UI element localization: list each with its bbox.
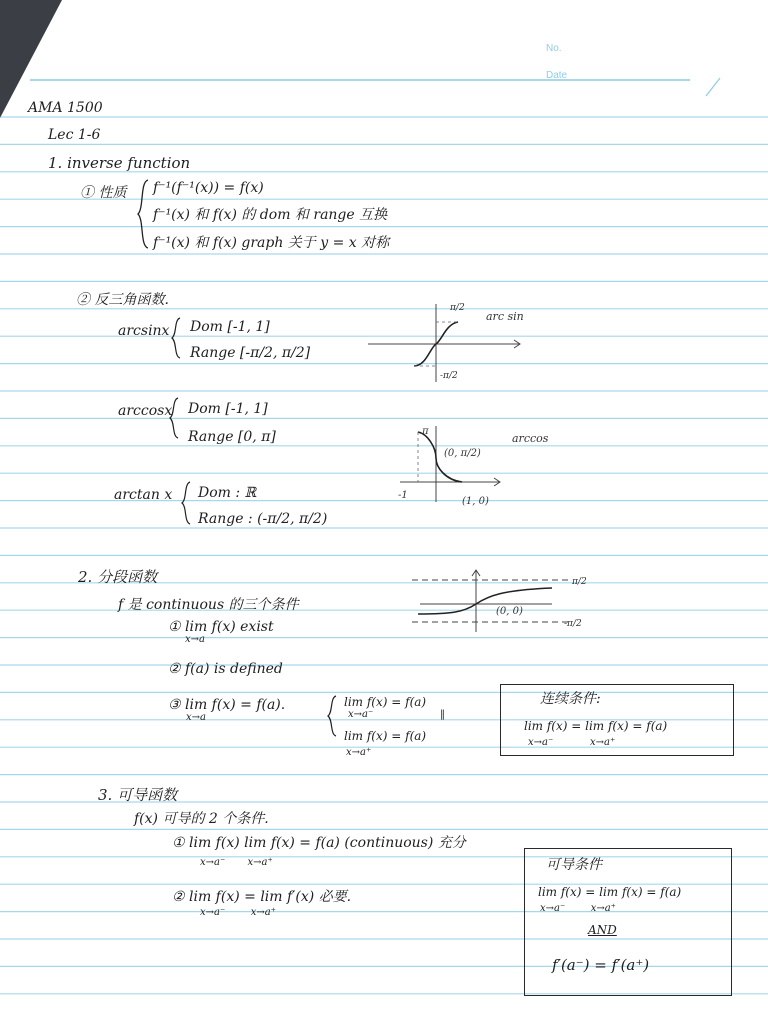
continuity-cond-2: ② f(a) is defined	[168, 661, 283, 677]
differentiability-cond-2: ② lim f(x) = lim f′(x) 必要.	[172, 889, 352, 905]
property-3: f⁻¹(x) 和 f(x) graph 关于 y = x 对称	[153, 235, 390, 251]
arccos-plot-label: arccos	[512, 432, 549, 445]
lecture-label: Lec 1-6	[48, 127, 101, 143]
arctan-bottom-label: -π/2	[564, 619, 582, 629]
arcsin-plot-label: arc sin	[486, 310, 524, 323]
arctan-top-label: π/2	[572, 577, 587, 587]
section-2-title: 2. 分段函数	[78, 568, 158, 586]
section-3-title: 3. 可导函数	[98, 786, 178, 804]
arctan-range: Range : (-π/2, π/2)	[198, 511, 328, 527]
arcsin-bottom-label: -π/2	[440, 371, 458, 381]
differentiability-cond-2-subs: x→a⁻ x→a⁺	[200, 907, 276, 918]
limit-equal-mark: ‖	[440, 709, 445, 720]
continuity-box-formula: lim f(x) = lim f(x) = f(a)	[524, 719, 668, 733]
differentiability-box-title: 可导条件	[546, 857, 602, 873]
continuity-box-title: 连续条件:	[540, 691, 601, 707]
arcsin-graph	[364, 296, 544, 386]
properties-brace	[136, 178, 150, 250]
inverse-trig-label: ② 反三角函数.	[76, 292, 169, 308]
arcsin-name: arcsinx	[118, 323, 170, 339]
arcsin-domain: Dom [-1, 1]	[190, 319, 270, 335]
left-limit-equation: lim f(x) = f(a)	[344, 695, 427, 709]
differentiability-cond-1: ① lim f(x) lim f(x) = f(a) (continuous) 充分	[172, 835, 466, 851]
continuity-box-sub-left: x→a⁻	[528, 737, 554, 748]
arccos-graph	[396, 418, 586, 514]
continuity-lead: f 是 continuous 的三个条件	[118, 597, 299, 613]
differentiability-box-and: AND	[588, 923, 617, 937]
arccos-domain: Dom [-1, 1]	[188, 401, 268, 417]
differentiability-cond-1-subs: x→a⁻ x→a⁺	[200, 857, 273, 868]
header-no-label: No.	[546, 43, 562, 54]
continuity-cond-1: ① lim f(x) exist	[168, 619, 274, 635]
differentiability-box-line-1: lim f(x) = lim f(x) = f(a)	[538, 885, 682, 899]
continuity-cond-1-sub: x→a	[185, 634, 205, 645]
right-limit-sub: x→a⁺	[346, 747, 372, 758]
differentiability-box-line-2: f′(a⁻) = f′(a⁺)	[552, 956, 650, 974]
header-date-label: Date	[546, 70, 568, 81]
property-2: f⁻¹(x) 和 f(x) 的 dom 和 range 互换	[153, 207, 388, 223]
continuity-cond-3: ③ lim f(x) = f(a).	[168, 697, 286, 713]
left-limit-sub: x→a⁻	[348, 709, 374, 720]
course-code: AMA 1500	[28, 100, 103, 116]
right-limit-equation: lim f(x) = f(a)	[344, 729, 427, 743]
arccos-name: arccosx	[118, 403, 173, 419]
arccos-point-label: (0, π/2)	[444, 448, 481, 459]
continuity-cond-3-sub: x→a	[186, 712, 206, 723]
arctan-point-label: (0, 0)	[496, 606, 523, 617]
property-1: f⁻¹(f⁻¹(x)) = f(x)	[153, 180, 264, 196]
section-1-title: 1. inverse function	[48, 154, 191, 172]
arccos-right-label: (1, 0)	[462, 496, 489, 507]
differentiability-box-line-1-subs: x→a⁻ x→a⁺	[540, 903, 616, 914]
arccos-range: Range [0, π]	[188, 429, 276, 445]
arcsin-top-label: π/2	[450, 303, 465, 313]
arcsin-range: Range [-π/2, π/2]	[190, 345, 311, 361]
arctan-name: arctan x	[114, 487, 173, 503]
continuity-box-sub-right: x→a⁺	[590, 737, 616, 748]
arctan-graph	[412, 564, 592, 636]
arctan-domain: Dom : ℝ	[198, 485, 257, 501]
arccos-left-label: -1	[398, 490, 408, 501]
arccos-brace	[168, 396, 180, 440]
differentiability-lead: f(x) 可导的 2 个条件.	[134, 811, 269, 827]
arcsin-brace	[170, 316, 182, 360]
properties-label: ① 性质	[80, 185, 127, 201]
one-sided-brace	[326, 694, 338, 738]
arccos-pi-label: π	[422, 426, 429, 437]
arctan-brace	[180, 480, 192, 526]
